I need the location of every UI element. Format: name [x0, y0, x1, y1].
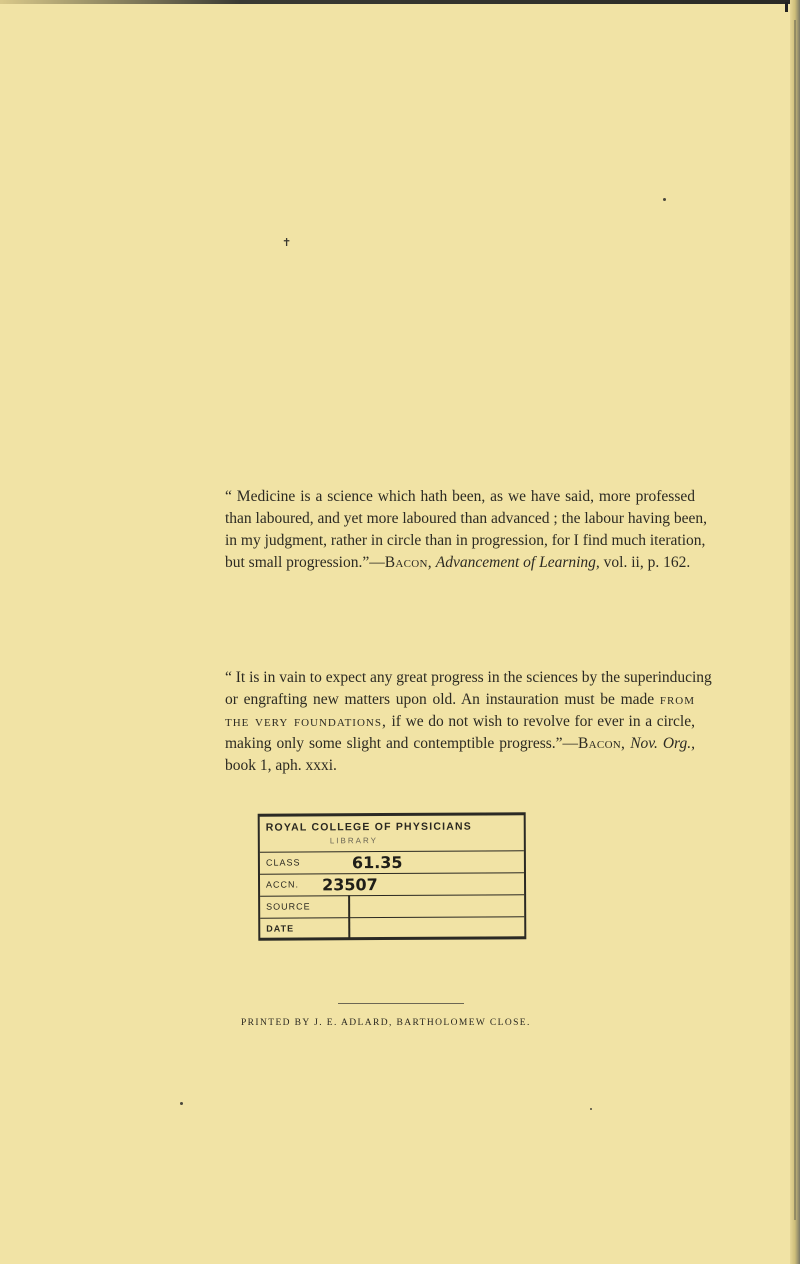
stamp-source-row — [260, 894, 524, 918]
epigraph-line: “ It is in vain to expect any great progress in the sciences by the superinducing — [225, 669, 712, 686]
printer-imprint: PRINTED BY J. E. ADLARD, BARTHOLOMEW CLOSE. — [241, 1018, 531, 1028]
stamp-class-label: CLASS — [265, 857, 301, 868]
corner-mark — [785, 2, 788, 12]
epigraph-line: “ Medicine is a science which hath been, as we have said, more professed — [225, 488, 695, 505]
stamp-class-value: 61.35 — [351, 852, 403, 873]
epigraph-line: in my judgment, rather in circle than in progression, for I find much iteration, — [225, 532, 706, 549]
stamp-title: ROYAL COLLEGE OF PHYSICIANS — [265, 820, 473, 834]
library-stamp — [258, 812, 527, 940]
stamp-accn-label: ACCN. — [266, 879, 300, 890]
stamp-date-row — [260, 916, 524, 938]
stamp-accn-value: 23507 — [321, 875, 378, 895]
citation-work: Advancement of Learning, — [435, 554, 600, 571]
emphasis-text: from — [659, 691, 696, 708]
citation-work: Nov. Org., — [630, 735, 696, 752]
stamp-class-row — [260, 850, 524, 874]
page-edge-shadow — [794, 20, 796, 1220]
stamp-date-label: DATE — [266, 923, 295, 934]
citation-author: Bacon, — [384, 554, 432, 571]
epigraph-line — [225, 689, 695, 711]
stamp-accn-row — [260, 872, 524, 896]
epigraph-citation-line — [225, 733, 695, 755]
epigraph-citation-line — [225, 552, 695, 574]
paper-speck — [180, 1102, 183, 1105]
epigraph-line — [225, 711, 695, 733]
page-right-edge — [790, 0, 800, 1264]
imprint-rule — [338, 1003, 464, 1004]
stamp-subtitle: LIBRARY — [329, 836, 378, 846]
citation-reference: book 1, aph. xxxi. — [225, 757, 337, 774]
epigraph-text: making only some slight and contemptible progress.”— — [225, 735, 579, 752]
epigraph-medicine — [225, 486, 708, 574]
stamp-source-label: SOURCE — [266, 901, 311, 912]
stamp-divider — [348, 895, 350, 939]
epigraph-text: but small progression.”— — [225, 554, 385, 571]
citation-reference: vol. ii, p. 162. — [599, 554, 691, 571]
emphasis-text: the very foundations, — [225, 713, 387, 730]
epigraph-text: or engrafting new matters upon old. An instauration must be made — [225, 691, 655, 708]
printer-mark: ✝ — [282, 237, 292, 249]
epigraph-line: than laboured, and yet more laboured than advanced ; the labour having been, — [225, 510, 708, 527]
epigraph-text: if we do not wish to revolve for ever in a circle, — [386, 713, 695, 730]
epigraph-progress — [225, 667, 712, 777]
paper-speck — [663, 198, 666, 201]
paper-speck — [590, 1108, 592, 1110]
citation-author: Bacon, — [578, 735, 626, 752]
page-top-edge — [0, 0, 800, 4]
